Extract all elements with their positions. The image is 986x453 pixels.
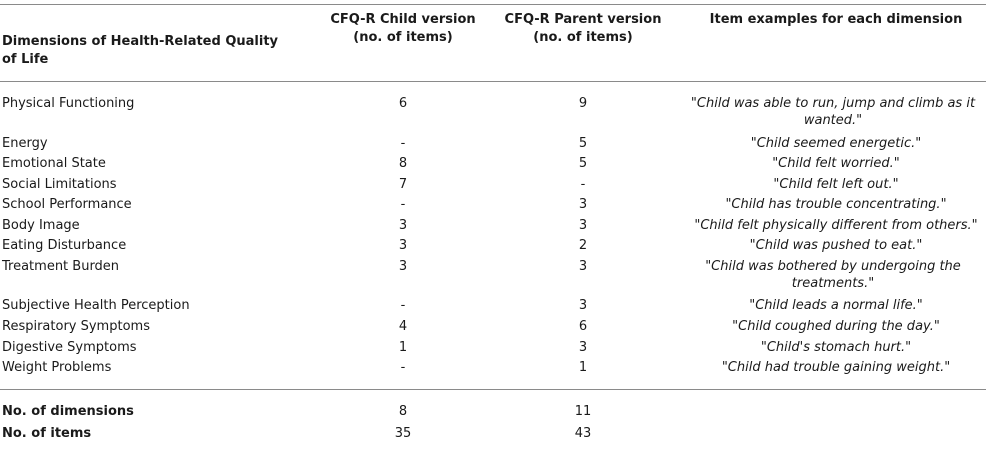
row-example: "Child felt physically different from others." <box>694 218 978 233</box>
row-example: "Child seemed energetic." <box>750 136 922 151</box>
row-example: "Child felt worried." <box>772 156 900 171</box>
row-dimension: Subjective Health Perception <box>2 298 190 313</box>
row-example: "Child has trouble concentrating." <box>725 197 947 212</box>
row-child-count: 6 <box>398 96 408 111</box>
row-child-count: - <box>400 360 406 375</box>
row-child-count: - <box>400 136 406 151</box>
row-parent-count: 3 <box>578 197 588 212</box>
total-dimensions-child: 8 <box>398 404 408 419</box>
header-rule <box>0 81 986 82</box>
row-parent-count: 3 <box>578 298 588 313</box>
row-child-count: - <box>400 298 406 313</box>
row-parent-count: 2 <box>578 238 588 253</box>
total-dimensions-parent: 11 <box>574 404 592 419</box>
top-rule <box>0 4 986 5</box>
row-parent-count: 3 <box>578 340 588 355</box>
row-parent-count: 5 <box>578 156 588 171</box>
row-parent-count: 5 <box>578 136 588 151</box>
header-parent-version-sub: (no. of items) <box>533 30 633 45</box>
total-items-label: No. of items <box>2 426 92 441</box>
row-example: "Child had trouble gaining weight." <box>721 360 951 375</box>
total-items-parent: 43 <box>574 426 592 441</box>
row-example: "Child was bothered by undergoing the treatments." <box>705 259 961 291</box>
row-example: "Child was pushed to eat." <box>749 238 923 253</box>
row-example: "Child leads a normal life." <box>749 298 923 313</box>
header-child-version <box>310 11 496 47</box>
row-child-count: 8 <box>398 156 408 171</box>
row-parent-count: 3 <box>578 218 588 233</box>
row-dimension: Eating Disturbance <box>2 238 127 253</box>
total-dimensions-label: No. of dimensions <box>2 404 134 419</box>
row-dimension: Digestive Symptoms <box>2 340 137 355</box>
row-dimension: Treatment Burden <box>2 259 120 274</box>
total-items-child: 35 <box>394 426 412 441</box>
row-parent-count: 6 <box>578 319 588 334</box>
row-dimension: School Performance <box>2 197 132 212</box>
row-example: "Child coughed during the day." <box>732 319 940 334</box>
row-child-count: 3 <box>398 218 408 233</box>
row-dimension: Body Image <box>2 218 80 233</box>
row-dimension: Emotional State <box>2 156 106 171</box>
header-parent-version <box>490 11 676 47</box>
totals-rule <box>0 389 986 390</box>
row-dimension: Respiratory Symptoms <box>2 319 150 334</box>
row-child-count: 1 <box>398 340 408 355</box>
row-dimension: Weight Problems <box>2 360 112 375</box>
row-dimension: Social Limitations <box>2 177 117 192</box>
row-parent-count: 9 <box>578 96 588 111</box>
row-parent-count: 3 <box>578 259 588 274</box>
row-child-count: 7 <box>398 177 408 192</box>
row-child-count: - <box>400 197 406 212</box>
row-dimension: Physical Functioning <box>2 96 135 111</box>
header-child-version-title: CFQ-R Child version <box>330 12 476 27</box>
row-child-count: 3 <box>398 259 408 274</box>
row-example: "Child felt left out." <box>773 177 899 192</box>
row-child-count: 4 <box>398 319 408 334</box>
header-child-version-sub: (no. of items) <box>353 30 453 45</box>
row-child-count: 3 <box>398 238 408 253</box>
row-parent-count: 1 <box>578 360 588 375</box>
header-dimensions: Dimensions of Health-Related Quality of Life <box>2 34 279 67</box>
header-examples: Item examples for each dimension <box>709 12 963 27</box>
row-dimension: Energy <box>2 136 48 151</box>
row-parent-count: - <box>580 177 586 192</box>
row-example: "Child's stomach hurt." <box>760 340 912 355</box>
header-parent-version-title: CFQ-R Parent version <box>504 12 662 27</box>
row-example: "Child was able to run, jump and climb as it wanted." <box>690 96 976 128</box>
